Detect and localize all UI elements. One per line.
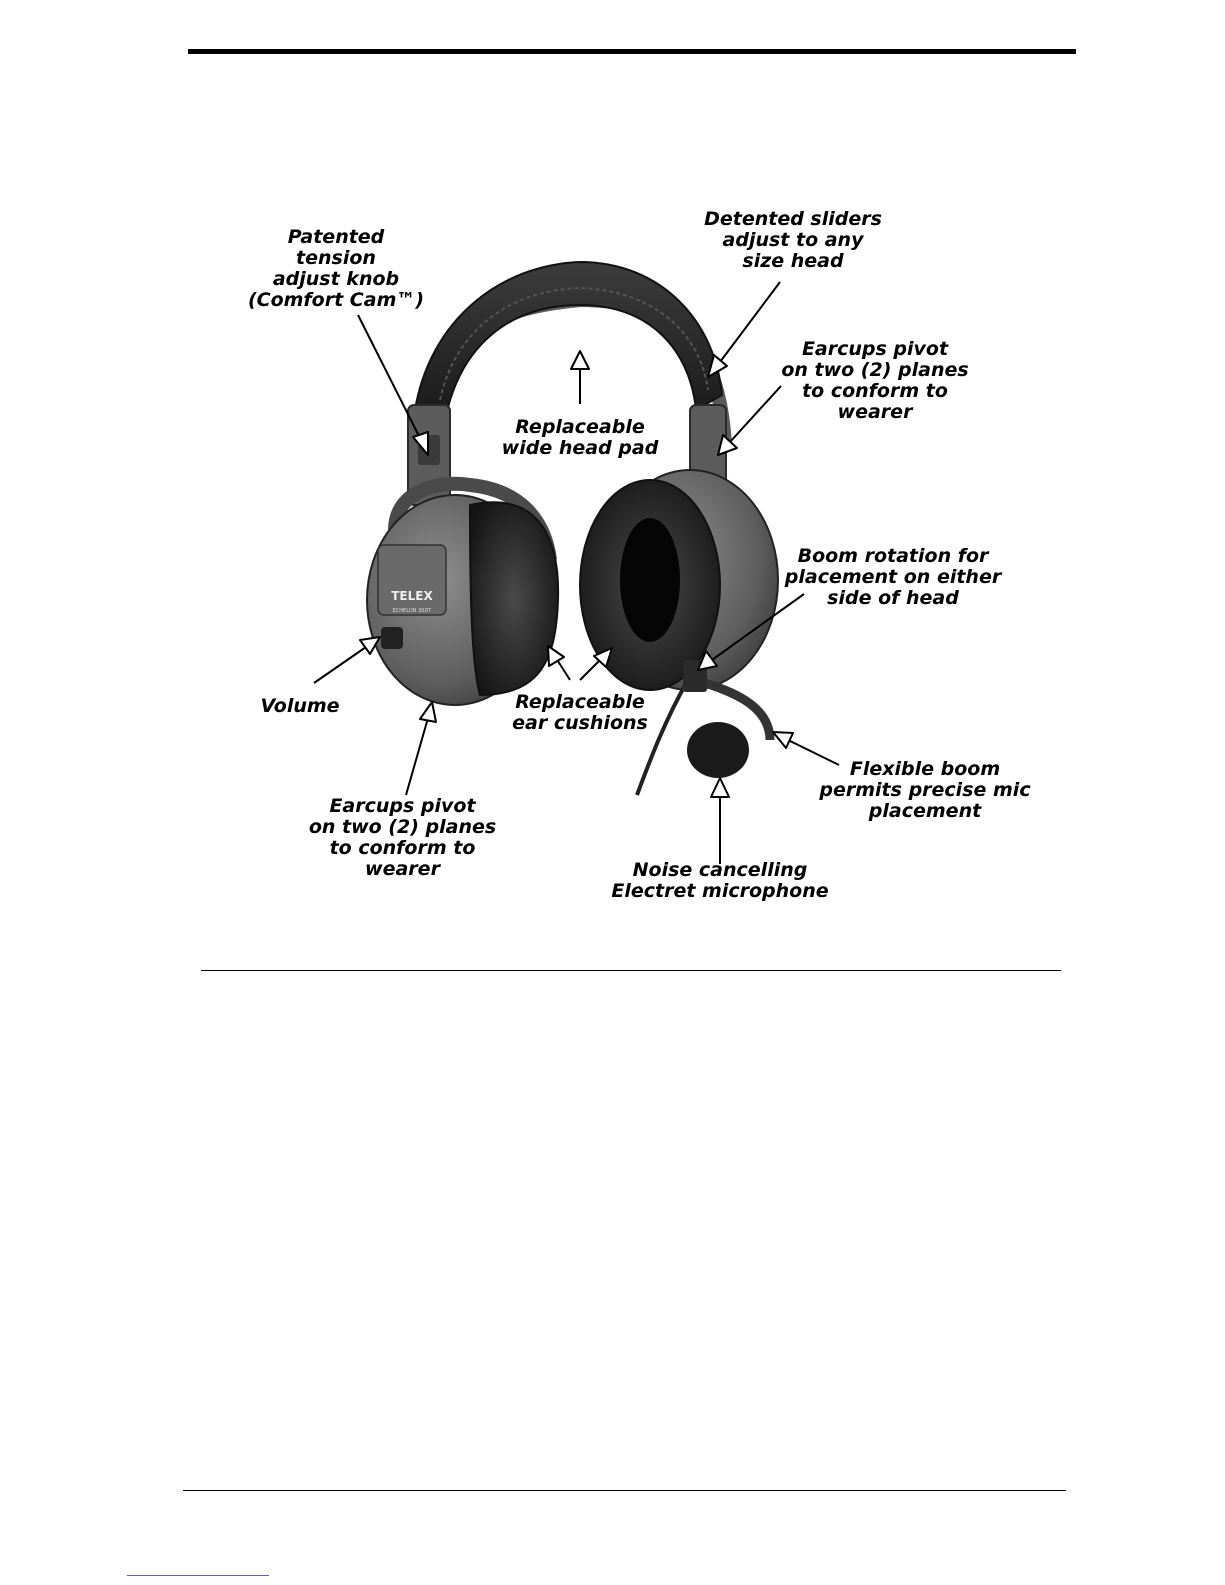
volume-knob xyxy=(381,627,403,649)
callout-tension-knob: Patented tension adjust knob (Comfort Cam™) xyxy=(247,226,425,311)
callout-ear-cushions: Replaceable ear cushions xyxy=(512,691,648,734)
footnote-rule xyxy=(127,1575,269,1576)
right-cushion-hole xyxy=(620,518,680,642)
callout-earcups-pivot-left: Earcups pivot on two (2) planes to conform to wearer xyxy=(308,795,497,880)
callout-microphone: Noise cancelling Electret microphone xyxy=(611,859,829,902)
callout-earcups-pivot-right: Earcups pivot on two (2) planes to conform to wearer xyxy=(781,338,969,423)
callout-sliders: Detented sliders adjust to any size head xyxy=(704,208,882,272)
left-cushion xyxy=(470,502,558,695)
callout-flexible-boom: Flexible boom permits precise mic placement xyxy=(819,758,1031,822)
footer-rule xyxy=(183,1490,1066,1491)
brand-text: TELEX xyxy=(391,589,433,603)
earcup-badge xyxy=(378,545,446,615)
figure-bottom-rule xyxy=(201,970,1061,971)
mic-foam xyxy=(687,722,749,778)
callout-volume: Volume xyxy=(260,695,340,717)
callout-head-pad: Replaceable wide head pad xyxy=(501,416,659,459)
callout-boom-rotation: Boom rotation for placement on either side of head xyxy=(784,545,1002,609)
model-text: ECHELON 30DT xyxy=(392,608,432,614)
head-pad xyxy=(415,262,722,420)
